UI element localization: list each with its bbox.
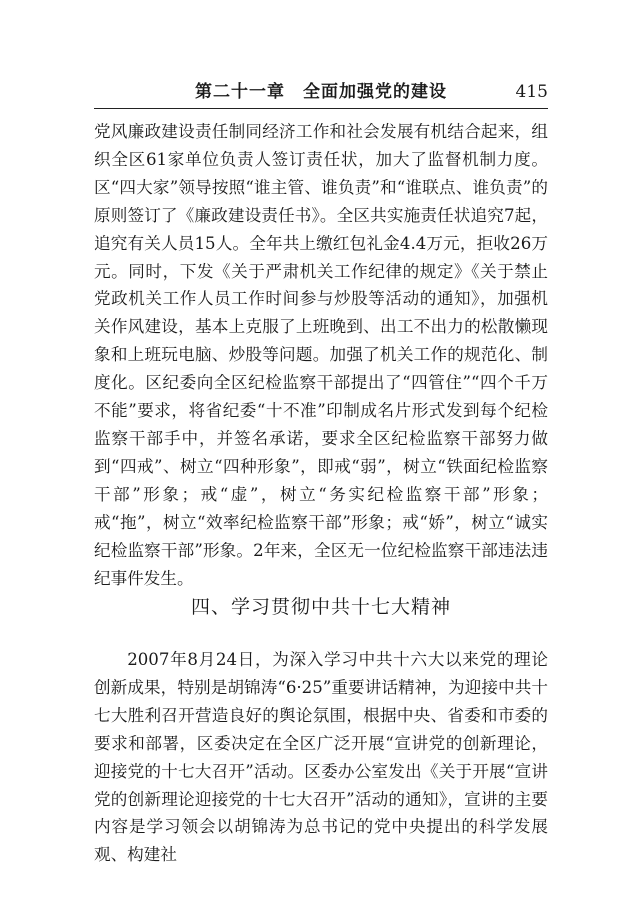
page-number: 415 [515,82,548,102]
page-header [94,79,548,105]
section-heading: 四、学习贯彻中共十七大精神 [190,596,451,618]
paragraph-2: 2007年8月24日，为深入学习中共十六大以来党的理论创新成果，特别是胡锦涛“6·25”重要讲话精神，为迎接中共十七大胜利召开营造良好的舆论氛围，根据中央、省委和市委的要求和部署，区委决定在全区广泛开展“宣讲党的创新理论，迎接党的十七大召开”活动。区委办公室发出《关于开展“宣讲党的创新理论迎接党的十七大召开”活动的通知》，宣讲的主要内容是学习领会以胡锦涛为总书记的党中央提出的科学发展观、构建社 [94,650,548,865]
paragraph-1: 党风廉政建设责任制同经济工作和社会发展有机结合起来，组织全区61家单位负责人签订责任状，加大了监督机制力度。区“四大家”领导按照“谁主管、谁负责”和“谁联点、谁负责”的原则签订了《廉政建设责任书》。全区共实施责任状追究7起，追究有关人员15人。全年共上缴红包礼金4.4万元，拒收26万元。同时，下发《关于严肃机关工作纪律的规定》《关于禁止党政机关工作人员工作时间参与炒股等活动的通知》，加强机关作风建设，基本上克服了上班晚到、出工不出力的松散懒现象和上班玩电脑、炒股等问题。加强了机关工作的规范化、制度化。区纪委向全区纪检监察干部提出了“四管住”“四个千万不能”要求，将省纪委“十不准”印制成名片形式发到每个纪检监察干部手中，并签名承诺，要求全区纪检监察干部努力做到“四戒”、树立“四种形象”，即戒“弱”，树立“铁面纪检监察干部”形象；戒“虚”，树立“务实纪检监察干部”形象；戒“拖”，树立“效率纪检监察干部”形象；戒“娇”，树立“诚实纪检监察干部”形象。2年来，全区无一位纪检监察干部违法违纪事件发生。 [94,122,548,588]
header-rule [94,108,548,109]
chapter-title: 第二十一章 全面加强党的建设 [195,82,447,102]
